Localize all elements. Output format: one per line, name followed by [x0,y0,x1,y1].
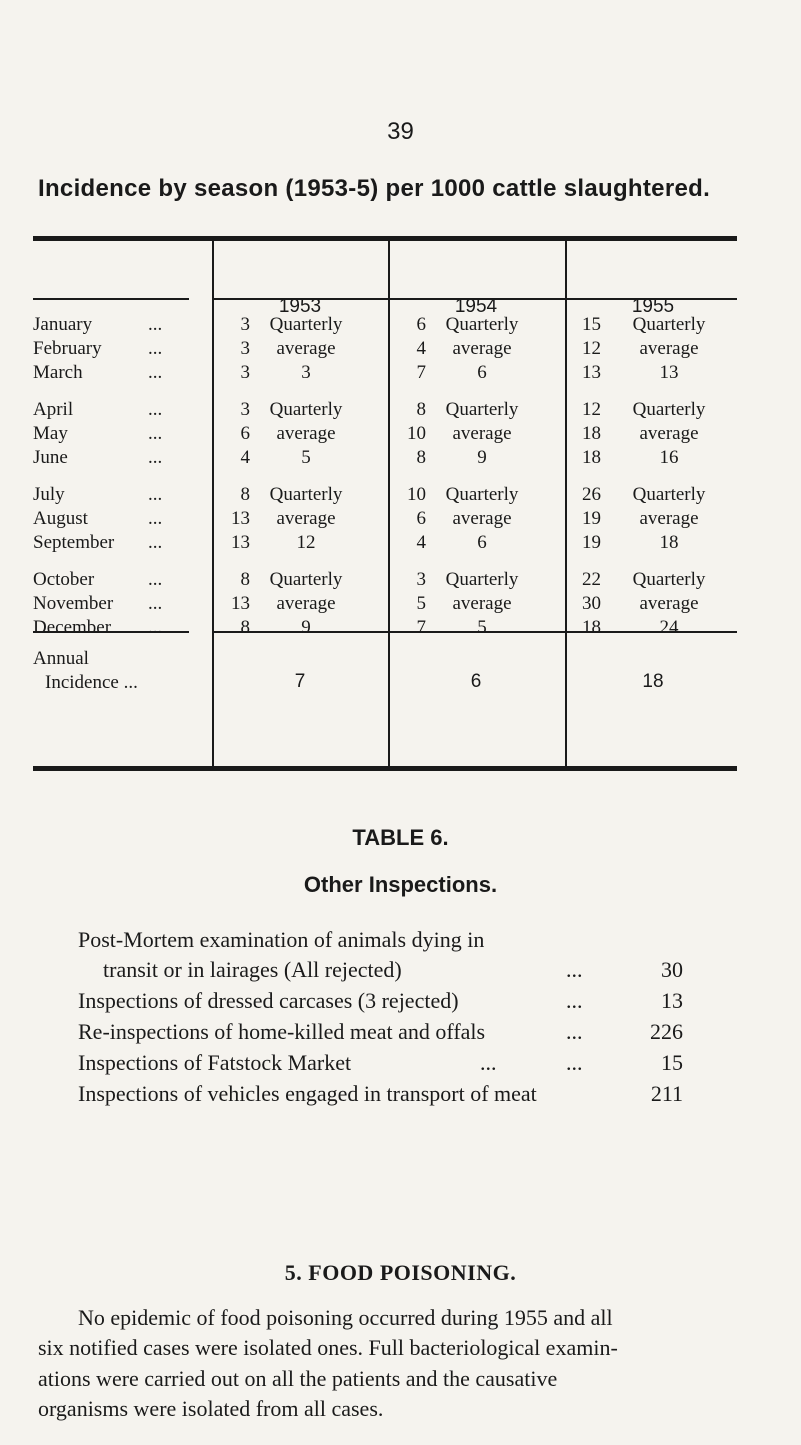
average-value: 12 [296,532,316,553]
leader-dots: ... [148,314,163,335]
table-row [33,423,737,445]
item-text: Post-Mortem examination of animals dying in [78,927,485,952]
item-text: Inspections of dressed carcases (3 rejected) [78,988,459,1013]
average-value: 9 [301,617,311,638]
quarterly-label: Quarterly [445,314,519,335]
table-row [33,338,737,360]
value-cell: 6 [416,314,426,335]
item-text: Re-inspections of home-killed meat and offals [78,1019,486,1044]
quarterly-label: Quarterly [269,399,343,420]
item-value: 15 [661,1050,683,1075]
value-cell: 3 [416,569,426,590]
annual-value: 6 [470,671,482,692]
value-cell: 6 [416,508,426,529]
table-row [33,569,737,591]
value-cell: 3 [240,399,250,420]
year-header: 1953 [278,296,322,317]
average-label: average [639,338,699,359]
leader-dots: ... [566,988,583,1013]
table-heading: Incidence by season (1953-5) per 1000 cattle slaughtered. [38,175,711,202]
average-label: average [452,338,512,359]
quarterly-label: Quarterly [445,569,519,590]
item-value: 13 [661,988,683,1013]
month-label: April [33,399,74,420]
value-cell: 19 [582,508,601,529]
value-cell: 15 [582,314,601,335]
leader-dots: ... [148,569,163,590]
leader-dots: ... [148,617,163,638]
section-heading: 5. FOOD POISONING. [284,1260,517,1285]
average-value: 16 [659,447,679,468]
value-cell: 18 [582,447,601,468]
value-cell: 13 [231,532,250,553]
quarterly-label: Quarterly [632,399,706,420]
average-value: 6 [477,362,487,383]
quarterly-label: Quarterly [632,484,706,505]
value-cell: 22 [582,569,601,590]
leader-dots: ... [148,447,163,468]
leader-dots: ... [148,423,163,444]
value-cell: 3 [240,362,250,383]
value-cell: 8 [240,569,250,590]
table6-title: TABLE 6. [352,825,449,850]
value-cell: 4 [416,338,426,359]
quarterly-label: Quarterly [632,569,706,590]
value-cell: 10 [407,484,426,505]
page-number: 39 [387,118,414,145]
item-value: 226 [650,1019,683,1044]
quarterly-label: Quarterly [269,314,343,335]
value-cell: 8 [416,399,426,420]
quarterly-label: Quarterly [445,484,519,505]
table-row [33,617,737,639]
value-cell: 19 [582,532,601,553]
average-label: average [276,423,336,444]
table-row [33,399,737,421]
paragraph-line: No epidemic of food poisoning occurred during 1955 and all [78,1305,613,1330]
month-label: January [33,314,93,335]
item-text: Inspections of Fatstock Market [78,1050,352,1075]
leader-dots: ... [148,338,163,359]
value-cell: 6 [240,423,250,444]
quarterly-label: Quarterly [269,569,343,590]
average-label: average [452,508,512,529]
value-cell: 13 [582,362,601,383]
month-label: May [33,423,68,444]
average-label: average [276,593,336,614]
leader-dots: ... [148,508,163,529]
value-cell: 8 [416,447,426,468]
annual-value: 18 [642,671,664,692]
average-value: 5 [477,617,487,638]
value-cell: 7 [416,617,426,638]
value-cell: 4 [240,447,250,468]
value-cell: 18 [582,423,601,444]
value-cell: 4 [416,532,426,553]
average-value: 24 [659,617,679,638]
average-value: 9 [477,447,487,468]
value-cell: 26 [582,484,601,505]
month-label: March [33,362,83,383]
table-row [33,484,737,506]
average-value: 5 [301,447,311,468]
average-value: 6 [477,532,487,553]
value-cell: 18 [582,617,601,638]
table-row [33,508,737,530]
month-label: October [33,569,95,590]
value-cell: 8 [240,617,250,638]
month-label: June [33,447,68,468]
leader-dots: ... [148,593,163,614]
leader-dots: ... [148,399,163,420]
month-label: September [33,532,115,553]
leader-dots: ... [148,362,163,383]
annual-label: Incidence ... [45,672,138,693]
annual-label: Annual [33,648,89,669]
leader-dots: ... [566,957,583,982]
average-label: average [639,423,699,444]
month-label: February [33,338,102,359]
table-row [33,447,737,469]
month-label: August [33,508,88,529]
paragraph-line: organisms were isolated from all cases. [38,1396,384,1421]
average-value: 18 [659,532,679,553]
average-label: average [452,593,512,614]
leader-dots: ... [566,1050,583,1075]
item-text: transit or in lairages (All rejected) [103,957,402,982]
average-label: average [276,508,336,529]
leader-dots: ... [148,532,163,553]
month-label: November [33,593,114,614]
average-label: average [639,508,699,529]
leader-dots: ... [566,1019,583,1044]
item-value: 30 [661,957,683,982]
value-cell: 12 [582,338,601,359]
table6-subtitle: Other Inspections. [303,872,498,897]
paragraph-line: ations were carried out on all the patients and the causative [38,1366,558,1391]
annual-value: 7 [294,671,306,692]
month-label: December [33,617,112,638]
year-header: 1955 [631,296,675,317]
value-cell: 12 [582,399,601,420]
table-row [33,362,737,384]
leader-dots: ... [148,484,163,505]
table-row [33,532,737,554]
season-table [33,236,737,771]
value-cell: 10 [407,423,426,444]
average-value: 13 [659,362,679,383]
average-label: average [452,423,512,444]
average-label: average [639,593,699,614]
average-label: average [276,338,336,359]
value-cell: 8 [240,484,250,505]
quarterly-label: Quarterly [269,484,343,505]
value-cell: 13 [231,508,250,529]
value-cell: 3 [240,338,250,359]
leader-dots: ... [480,1050,497,1075]
value-cell: 7 [416,362,426,383]
year-header: 1954 [454,296,498,317]
month-label: July [33,484,65,505]
quarterly-label: Quarterly [445,399,519,420]
average-value: 3 [301,362,311,383]
item-text: Inspections of vehicles engaged in transport of meat [78,1081,537,1106]
value-cell: 13 [231,593,250,614]
item-value: 211 [650,1081,683,1106]
value-cell: 30 [582,593,601,614]
table-row [33,314,737,336]
row-divider [33,298,189,300]
value-cell: 5 [416,593,426,614]
paragraph-line: six notified cases were isolated ones. Full bacteriological examin- [38,1335,618,1360]
quarterly-label: Quarterly [632,314,706,335]
table-row [33,593,737,615]
value-cell: 3 [240,314,250,335]
